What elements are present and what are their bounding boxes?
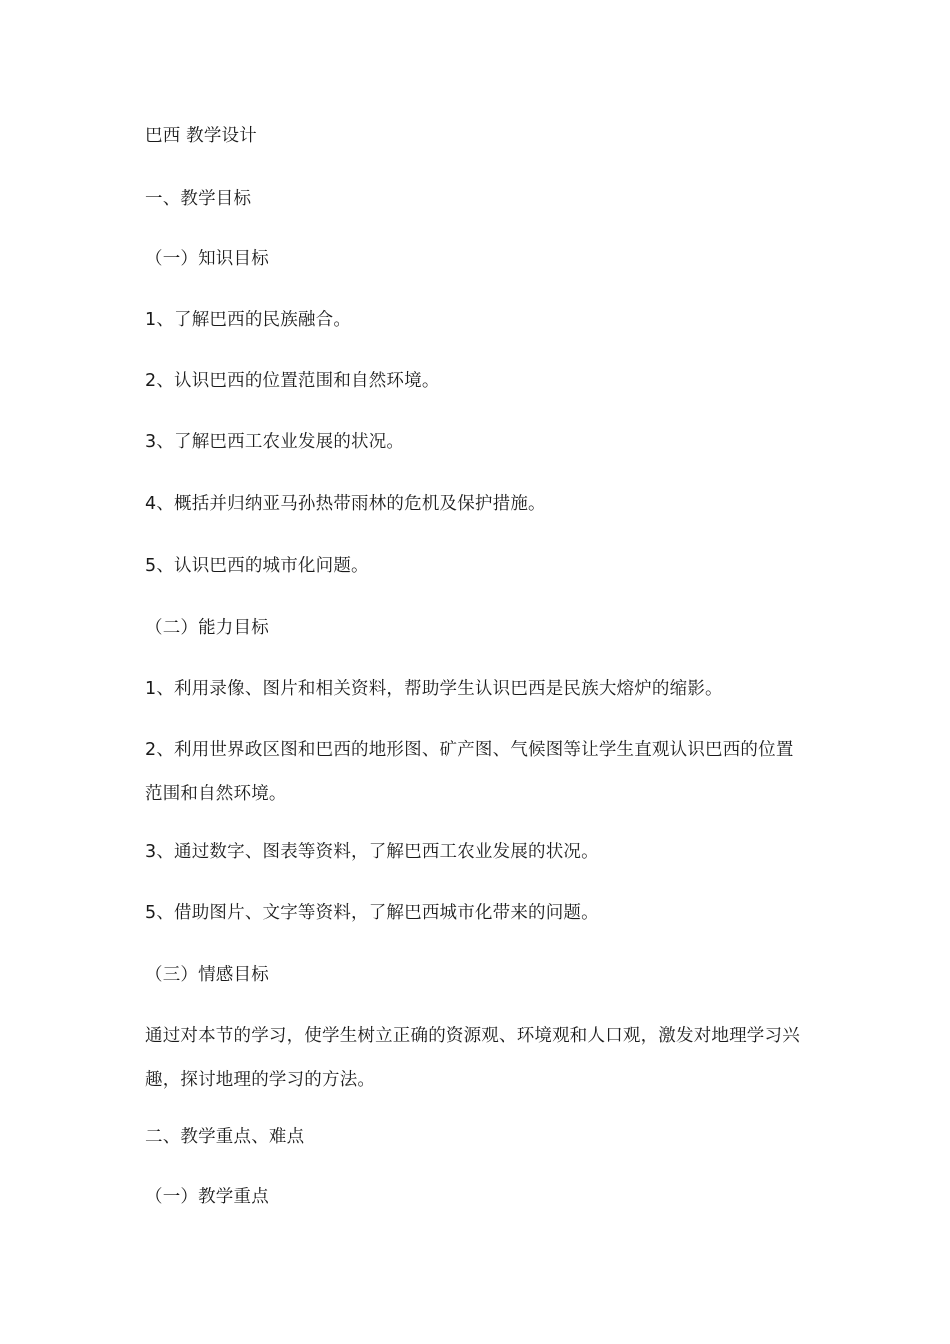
list-item: 2、认识巴西的位置范围和自然环境。 xyxy=(145,371,440,391)
section-heading-objectives: 一、教学目标 xyxy=(145,189,252,209)
list-item: 1、了解巴西的民族融合。 xyxy=(145,310,352,330)
list-item: 1、利用录像、图片和相关资料，帮助学生认识巴西是民族大熔炉的缩影。 xyxy=(145,679,723,699)
list-item: 3、通过数字、图表等资料，了解巴西工农业发展的状况。 xyxy=(145,842,599,862)
subheading-teaching-focus: （一）教学重点 xyxy=(145,1187,269,1207)
list-item: 3、了解巴西工农业发展的状况。 xyxy=(145,432,405,452)
list-item: 2、利用世界政区图和巴西的地形图、矿产图、气候图等让学生直观认识巴西的位置范围和自然环境。 xyxy=(145,740,794,804)
paragraph-emotional-goals: 通过对本节的学习，使学生树立正确的资源观、环境观和人口观，激发对地理学习兴趣，探讨地理的学习的方法。 xyxy=(145,1026,800,1090)
document-title: 巴西 教学设计 xyxy=(145,126,257,146)
subheading-knowledge-goals: （一）知识目标 xyxy=(145,249,269,269)
list-item: 4、概括并归纳亚马孙热带雨林的危机及保护措施。 xyxy=(145,494,546,514)
list-item: 5、认识巴西的城市化问题。 xyxy=(145,556,369,576)
subheading-ability-goals: （二）能力目标 xyxy=(145,618,269,638)
section-heading-key-points: 二、教学重点、难点 xyxy=(145,1127,305,1147)
subheading-emotional-goals: （三）情感目标 xyxy=(145,965,269,985)
list-item: 5、借助图片、文字等资料，了解巴西城市化带来的问题。 xyxy=(145,903,599,923)
